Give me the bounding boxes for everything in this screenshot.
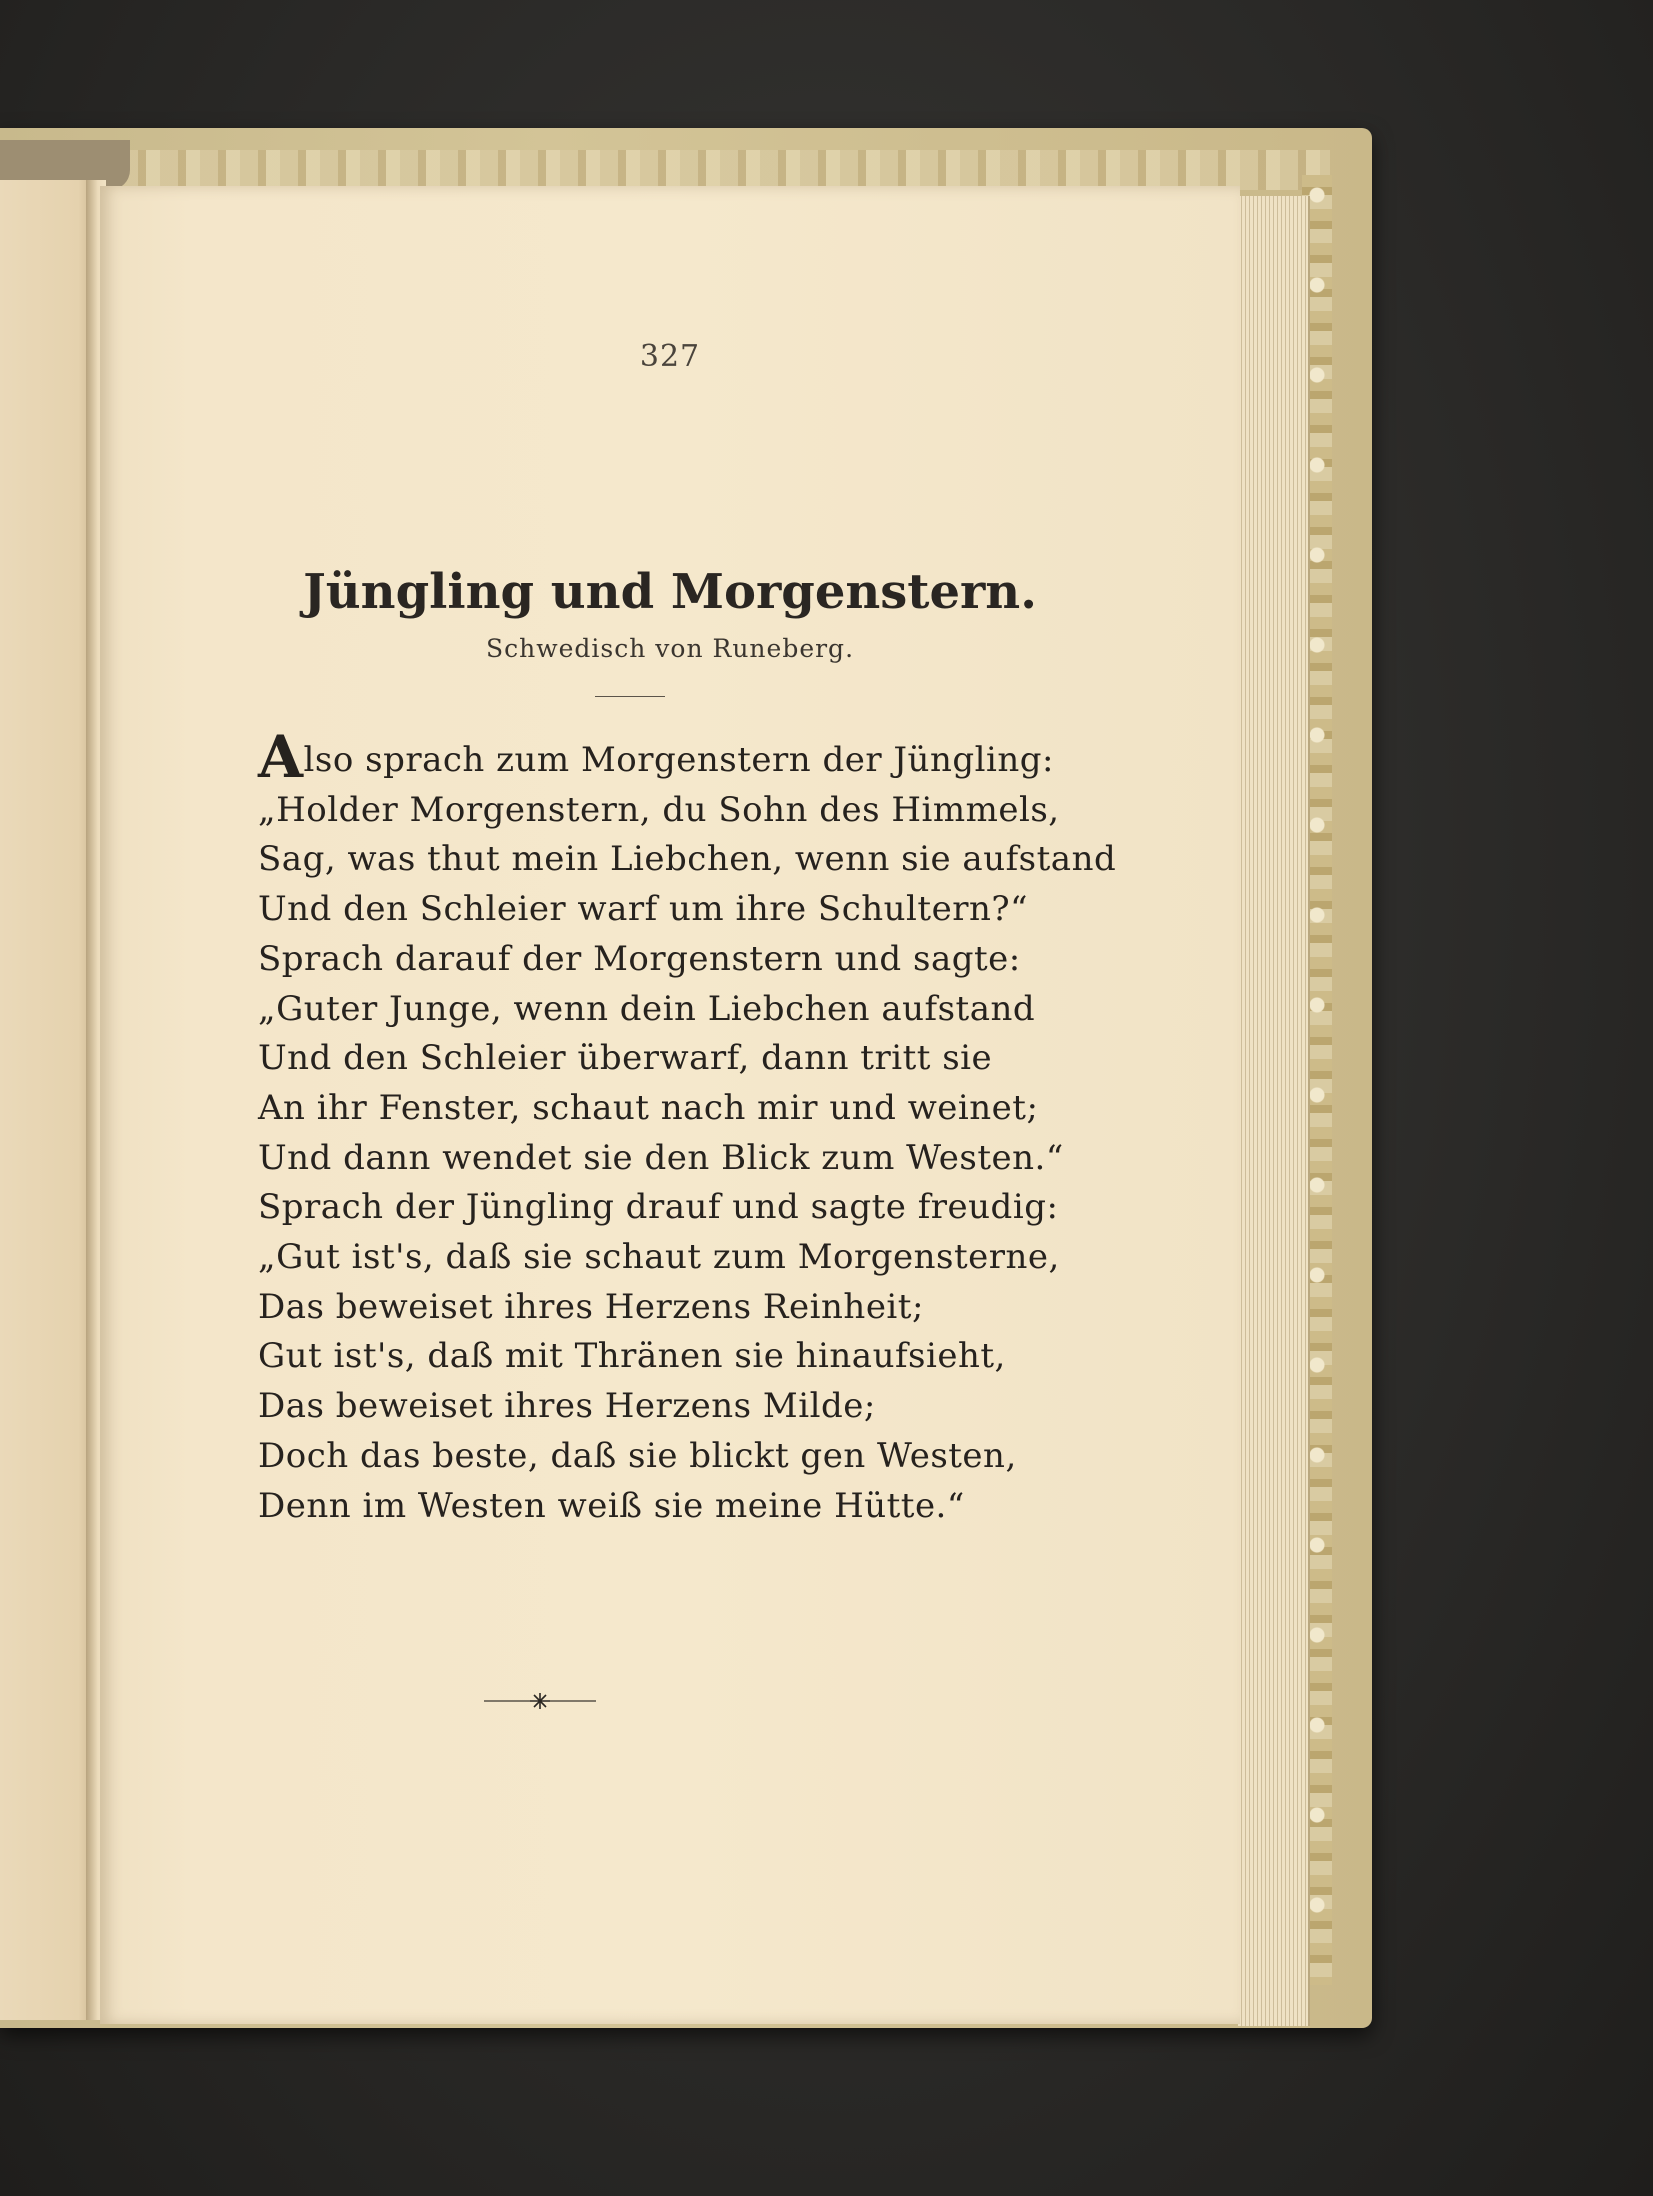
poem-line: Sprach der Jüngling drauf und sagte freudig: bbox=[258, 1187, 1059, 1228]
poem-line: Sag, was thut mein Liebchen, wenn sie aufstand bbox=[258, 839, 1117, 880]
page-number: 327 bbox=[639, 339, 701, 374]
poem-line: „Holder Morgenstern, du Sohn des Himmels, bbox=[258, 789, 1060, 830]
poem-subtitle: Schwedisch von Runeberg. bbox=[485, 634, 855, 663]
poem-line: Und den Schleier überwarf, dann tritt sie bbox=[258, 1038, 993, 1079]
left-page bbox=[0, 180, 98, 2020]
poem-line: „Guter Junge, wenn dein Liebchen aufstand bbox=[258, 988, 1036, 1029]
drop-cap: A bbox=[258, 723, 304, 791]
poem-line: Doch das beste, daß sie blickt gen Westen, bbox=[258, 1435, 1017, 1476]
poem-line: Das beweiset ihres Herzens Reinheit; bbox=[258, 1286, 924, 1327]
poem-line: Das beweiset ihres Herzens Milde; bbox=[258, 1386, 876, 1427]
poem-line: Denn im Westen weiß sie meine Hütte.“ bbox=[258, 1485, 965, 1526]
poem-line: Sprach darauf der Morgenstern und sagte: bbox=[258, 938, 1021, 979]
poem-line: Und dann wendet sie den Blick zum Westen.“ bbox=[258, 1137, 1064, 1178]
title-divider bbox=[595, 696, 665, 697]
poem-title: Jüngling und Morgenstern. bbox=[303, 564, 1037, 620]
poem-line: Und den Schleier warf um ihre Schultern?“ bbox=[258, 889, 1028, 930]
right-page bbox=[100, 186, 1240, 2024]
poem-line: Gut ist's, daß mit Thränen sie hinaufsieht, bbox=[258, 1336, 1006, 1377]
end-ornament-icon bbox=[484, 1691, 596, 1711]
poem-body bbox=[258, 723, 1158, 1531]
page-edges bbox=[1238, 196, 1310, 2026]
poem-line: „Gut ist's, daß sie schaut zum Morgensterne, bbox=[258, 1237, 1060, 1278]
first-line-text: lso sprach zum Morgenstern der Jüngling: bbox=[303, 740, 1054, 780]
poem-line bbox=[258, 723, 1158, 791]
poem-line: An ihr Fenster, schaut nach mir und weinet; bbox=[258, 1087, 1039, 1128]
cover-decorative-border-top bbox=[120, 150, 1330, 190]
